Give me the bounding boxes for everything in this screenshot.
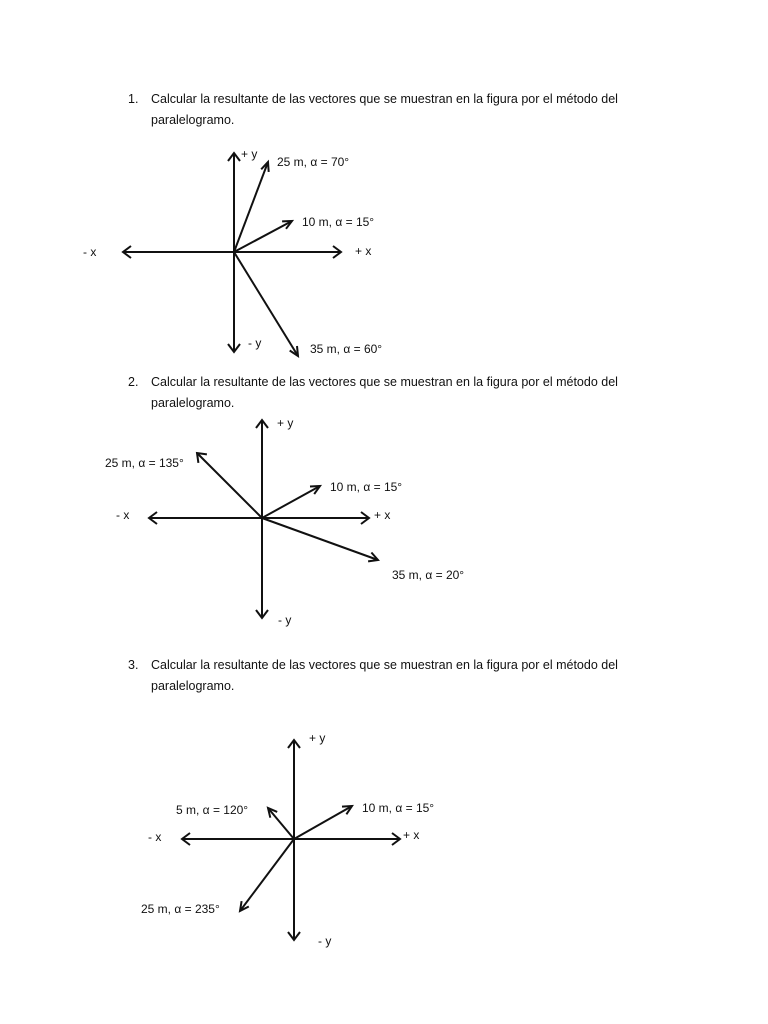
problem-3-neg-x-label: - x (148, 830, 162, 844)
problem-2-neg-x-label: - x (116, 508, 130, 522)
problem-2-statement: Calcular la resultante de las vectores que se muestran en la figura por el método del paralelogramo. (151, 375, 618, 410)
problem-2-neg-y-label: - y (278, 613, 292, 627)
problem-2-pos-x-label: + x (374, 508, 391, 522)
problem-2-vector-10m-label: 10 m, α = 15° (330, 480, 403, 494)
problem-3-vector-5m-label: 5 m, α = 120° (176, 803, 249, 817)
problem-1-vector-25m-label: 25 m, α = 70° (277, 155, 350, 169)
problem-2-vector-35m-label: 35 m, α = 20° (392, 568, 465, 582)
problem-3-vector-25m (240, 839, 294, 911)
problem-1-vector-35m-label: 35 m, α = 60° (310, 342, 383, 356)
problem-3-vector-25m-label: 25 m, α = 235° (141, 902, 220, 916)
problem-3-number: 3. (128, 658, 139, 672)
problem-2-vector-25m-label: 25 m, α = 135° (105, 456, 184, 470)
problem-1-statement: Calcular la resultante de las vectores que se muestran en la figura por el método del paralelogramo. (151, 92, 618, 127)
problem-2-number: 2. (128, 375, 139, 389)
problem-3-pos-y-label: + y (309, 731, 326, 745)
problem-3-vector-10m-label: 10 m, α = 15° (362, 801, 435, 815)
problem-1-number: 1. (128, 92, 139, 106)
problem-3-vector-5m (268, 808, 294, 839)
problem-1-vector-10m-label: 10 m, α = 15° (302, 215, 375, 229)
problem-3-vector-10m (294, 806, 352, 839)
problem-3-neg-y-label: - y (318, 934, 332, 948)
problem-1-neg-y-label: - y (248, 336, 262, 350)
problem-3-statement: Calcular la resultante de las vectores que se muestran en la figura por el método del paralelogramo. (151, 658, 618, 693)
problem-3-pos-x-label: + x (403, 828, 420, 842)
problem-1-pos-x-label: + x (355, 244, 372, 258)
problem-1-pos-y-label: + y (241, 147, 258, 161)
problem-1-neg-x-label: - x (83, 245, 97, 259)
problem-2-pos-y-label: + y (277, 416, 294, 430)
